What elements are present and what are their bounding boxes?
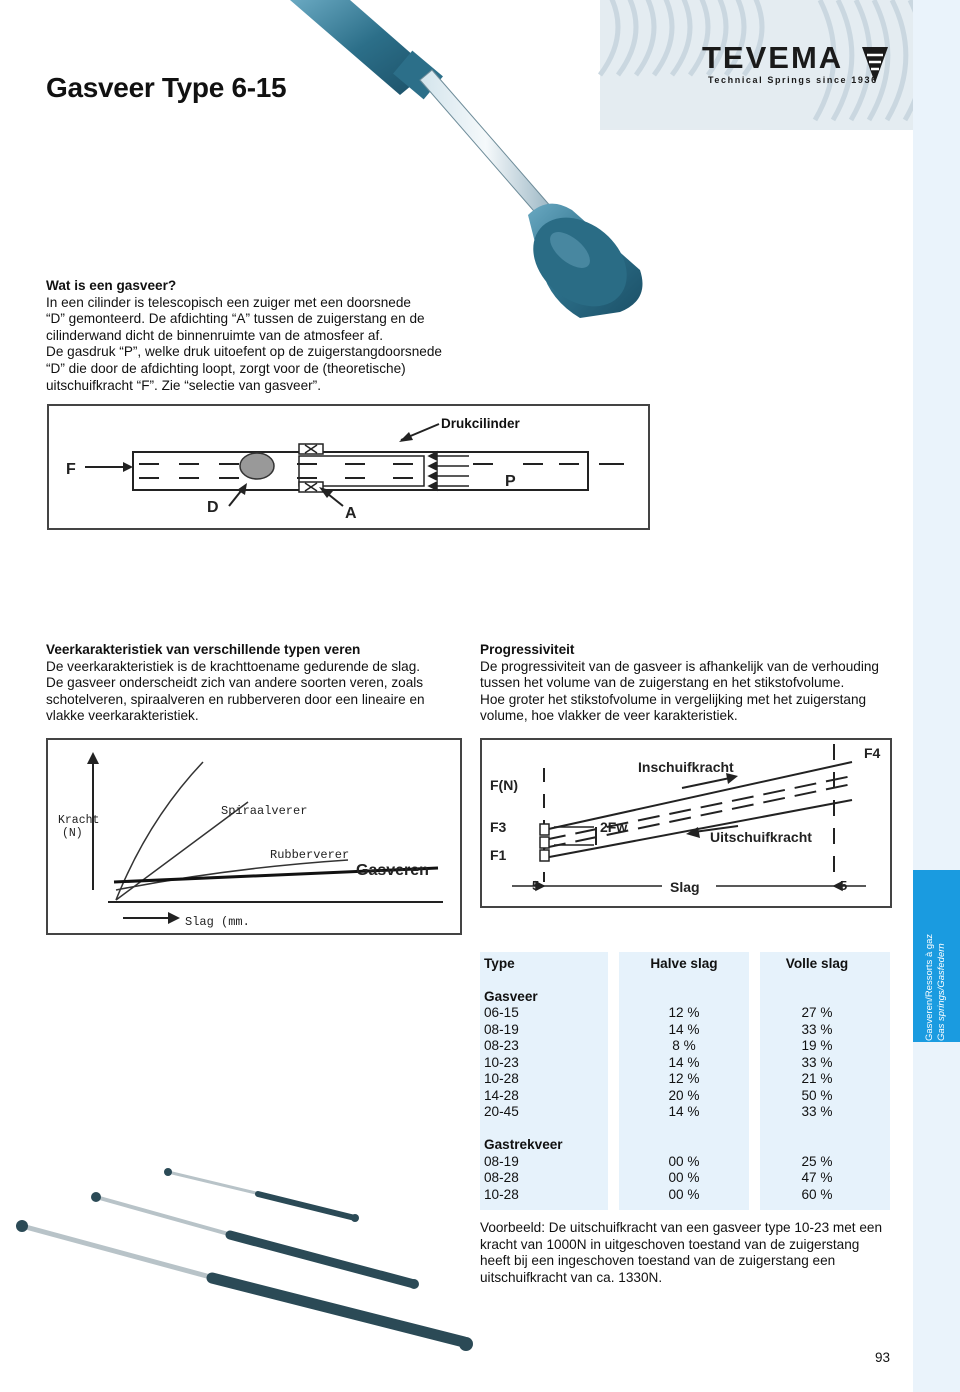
intro-line: cilinderwand dicht de binnenruimte van de atmosfeer af. xyxy=(46,327,384,343)
intro-line: In een cilinder is telescopisch een zuiger met een doorsnede xyxy=(46,294,411,310)
side-tab-line-1: Gasveren/Ressorts à gaz xyxy=(924,933,935,1041)
characteristic-line: De gasveer onderscheidt zich van andere soorten veren, zoals xyxy=(46,675,424,691)
cell-full: 19 % xyxy=(801,1038,833,1053)
label-f3: F3 xyxy=(490,819,507,835)
cell-full: 21 % xyxy=(801,1071,833,1086)
page-title: Gasveer Type 6-15 xyxy=(46,72,287,103)
seal-bottom xyxy=(299,482,323,492)
spec-table xyxy=(480,952,890,1210)
cell-half: 12 % xyxy=(668,1005,700,1020)
y-label-kracht: Kracht xyxy=(58,814,100,827)
cell-half: 14 % xyxy=(668,1055,700,1070)
label-5-left: 5 xyxy=(532,878,540,893)
characteristic-heading: Veerkarakteristiek van verschillende typen veren xyxy=(46,642,361,657)
piston-head xyxy=(240,453,274,479)
gas-spring-medium xyxy=(91,1192,419,1289)
progressivity-section xyxy=(480,642,910,725)
progressivity-line: tussen het volume van de zuigerstang en het stikstofvolume. xyxy=(480,675,845,691)
characteristic-line: De veerkarakteristiek is de krachttoename gedurende de slag. xyxy=(46,658,421,674)
label-gas-spring: Gasveren xyxy=(356,862,429,879)
cell-half: 00 % xyxy=(668,1187,700,1202)
cylinder-diagram-frame xyxy=(47,404,650,530)
cylinder-body xyxy=(133,452,588,490)
header-type: Type xyxy=(484,956,515,971)
intro-section xyxy=(46,278,486,394)
cell-half: 8 % xyxy=(672,1038,696,1053)
spring-types-chart xyxy=(48,740,460,933)
tevema-logo xyxy=(700,42,895,90)
force-f-arrow xyxy=(85,462,133,472)
label-f1: F1 xyxy=(490,847,507,863)
intro-line: De gasdruk “P”, welke druk uitoefent op de zuigerstangdoorsnede xyxy=(46,344,442,360)
cell-type: 14-28 xyxy=(484,1088,519,1103)
logo-tagline: Technical Springs since 1936 xyxy=(708,75,878,85)
progressivity-line: volume, hoe vlakker de veer karakteristiek. xyxy=(480,708,738,724)
label-uitschuifkracht: Uitschuifkracht xyxy=(710,829,812,845)
cell-full: 33 % xyxy=(801,1022,833,1037)
intro-heading: Wat is een gasveer? xyxy=(46,278,177,293)
cell-type: 10-28 xyxy=(484,1071,519,1086)
label-f4: F4 xyxy=(864,745,881,761)
example-line: heeft bij een ingeschoven toestand van de zuigerstang een xyxy=(480,1253,836,1269)
spring-types-chart-frame xyxy=(46,738,462,935)
progressivity-line: De progressiviteit van de gasveer is afhankelijk van de verhouding xyxy=(480,658,879,674)
intro-line: uitschuifkracht “F”. Zie “selectie van gasveer”. xyxy=(46,377,321,393)
cell-half: 00 % xyxy=(668,1154,700,1169)
right-margin-strip xyxy=(913,0,960,1392)
cell-half: 20 % xyxy=(668,1088,700,1103)
characteristic-line: vlakke veerkarakteristiek. xyxy=(46,708,199,724)
cell-type: 10-28 xyxy=(484,1187,519,1202)
cell-half: 14 % xyxy=(668,1022,700,1037)
label-5-right: 5 xyxy=(840,878,848,893)
seal-top xyxy=(299,444,323,454)
side-tab-line-2: Gas springs/Gasfedern xyxy=(936,943,947,1041)
cell-full: 33 % xyxy=(801,1055,833,1070)
cell-half: 14 % xyxy=(668,1104,700,1119)
friction-band xyxy=(540,824,596,861)
insert-force-arrow xyxy=(682,773,738,788)
cell-full: 27 % xyxy=(801,1005,833,1020)
x-axis-arrow xyxy=(123,912,180,924)
cell-full: 50 % xyxy=(801,1088,833,1103)
example-line: Voorbeeld: De uitschuifkracht van een gasveer type 10-23 met een xyxy=(480,1220,883,1235)
cell-type: 20-45 xyxy=(484,1104,519,1119)
label-slag: Slag xyxy=(670,879,700,895)
intro-line: “D” gemonteerd. De afdichting “A” tussen de zuigerstang en de xyxy=(46,311,425,327)
gas-spring-small xyxy=(164,1168,359,1222)
label-fn: F(N) xyxy=(490,777,518,793)
gas-spring-photo xyxy=(290,0,644,325)
label-a: A xyxy=(345,505,357,522)
progressivity-chart-frame xyxy=(480,738,892,908)
characteristic-section xyxy=(46,642,476,725)
page-number: 93 xyxy=(874,1350,890,1365)
logo-spring-mark-icon xyxy=(860,45,890,85)
cell-type: 08-19 xyxy=(484,1022,519,1037)
label-2fw: 2Fw xyxy=(600,819,628,835)
intro-line: “D” die door de afdichting loopt, zorgt voor de (theoretische) xyxy=(46,360,406,376)
example-line: uitschuifkracht van ca. 1330N. xyxy=(480,1269,663,1285)
y-label-unit: (N) xyxy=(62,827,83,840)
example-section xyxy=(480,1220,910,1286)
label-drukcilinder: Drukcilinder xyxy=(441,416,520,431)
cell-full: 47 % xyxy=(801,1170,833,1185)
label-f: F xyxy=(66,461,76,478)
label-p: P xyxy=(505,473,516,490)
label-d: D xyxy=(207,499,219,516)
label-spiral-spring: Spiraalverer xyxy=(221,804,308,818)
label-inschuifkracht: Inschuifkracht xyxy=(638,759,734,775)
progressivity-heading: Progressiviteit xyxy=(480,642,575,657)
cell-type: 08-19 xyxy=(484,1154,519,1169)
cylinder-diagram xyxy=(49,406,648,528)
x-label-slag: Slag (mm. xyxy=(185,915,250,929)
example-line: kracht van 1000N in uitgeschoven toestand van de zuigerstang xyxy=(480,1236,860,1252)
group-title-gastrekveer: Gastrekveer xyxy=(484,1137,563,1152)
cell-half: 00 % xyxy=(668,1170,700,1185)
cell-type: 06-15 xyxy=(484,1005,519,1020)
gas-springs-product-photo xyxy=(10,1160,480,1360)
drukcilinder-pointer xyxy=(399,424,439,442)
d-pointer xyxy=(229,483,247,506)
cell-full: 60 % xyxy=(801,1187,833,1202)
cell-type: 08-23 xyxy=(484,1038,519,1053)
characteristic-line: schotelveren, spiraalveren en rubberveren door een lineaire en xyxy=(46,691,425,707)
cell-full: 25 % xyxy=(801,1154,833,1169)
cell-type: 08-28 xyxy=(484,1170,519,1185)
cell-half: 12 % xyxy=(668,1071,700,1086)
side-tab-text xyxy=(924,871,948,1041)
cell-type: 10-23 xyxy=(484,1055,519,1070)
logo-wordmark: TEVEMA xyxy=(702,40,844,75)
cell-full: 33 % xyxy=(801,1104,833,1119)
progressivity-chart xyxy=(482,740,890,906)
header-half-stroke: Halve slag xyxy=(650,956,718,971)
header-full-stroke: Volle slag xyxy=(785,956,849,971)
group-title-gasveer: Gasveer xyxy=(484,989,538,1004)
progressivity-line: Hoe groter het stikstofvolume in vergelijking met het zuigerstang xyxy=(480,691,867,707)
label-rubber-spring: Rubberverer xyxy=(270,848,350,862)
pressure-arrows xyxy=(429,452,469,490)
